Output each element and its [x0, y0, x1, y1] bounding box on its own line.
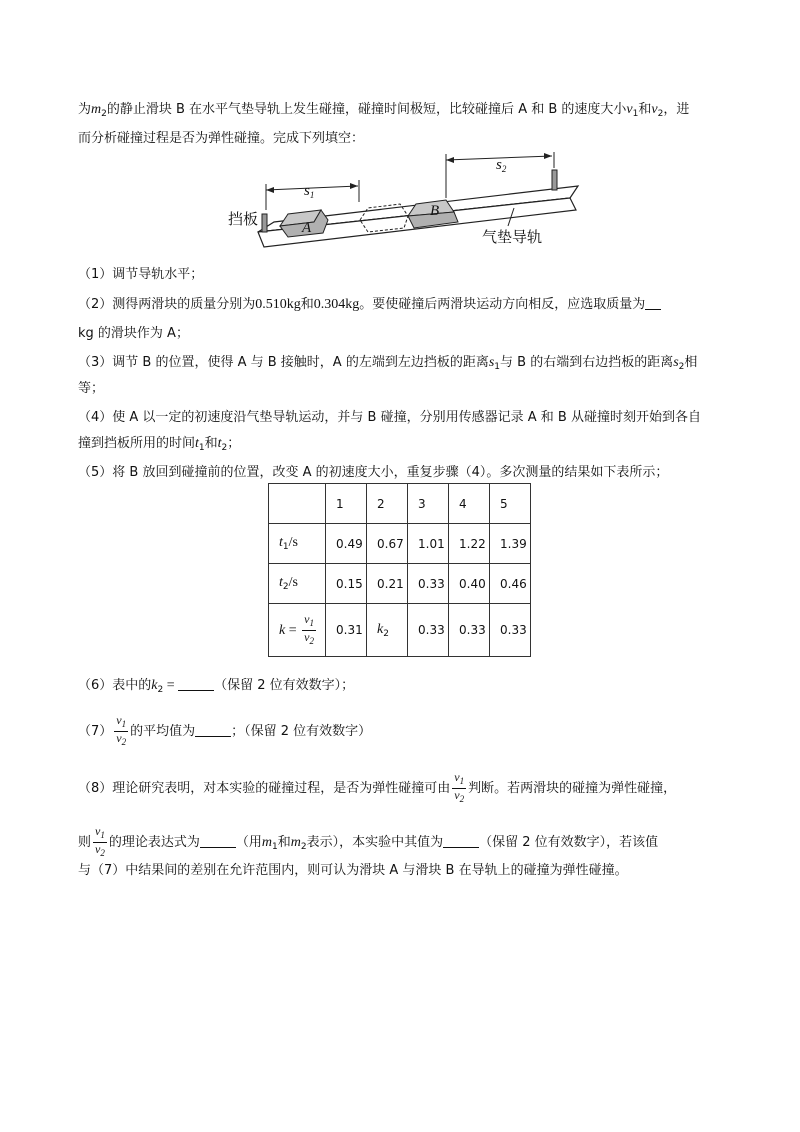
- step-6: （6）表中的$k_2$ = （保留 2 位有效数字）；: [78, 678, 355, 695]
- row-label-t1: $t_1/s$: [269, 524, 326, 564]
- intro-line-2: 而分析碰撞过程是否为弹性碰撞。完成下列填空：: [78, 131, 365, 146]
- step-1: （1）调节导轨水平；: [78, 267, 204, 282]
- rail-label: 气垫导轨: [482, 228, 543, 246]
- table-cell: 1.01: [408, 524, 449, 564]
- answer-blank-value: [443, 833, 479, 848]
- table-cell: 0.67: [367, 524, 408, 564]
- step-3-line-2: 等；: [78, 381, 105, 396]
- table-cell: 0.33: [490, 604, 531, 657]
- table-header-cell: 1: [326, 484, 367, 524]
- left-baffle: [262, 214, 267, 232]
- answer-blank-average: [195, 722, 231, 737]
- row-label-t2: $t_2/s$: [269, 564, 326, 604]
- table-cell: 1.39: [490, 524, 531, 564]
- right-baffle: [552, 170, 557, 190]
- table-header-cell: 2: [367, 484, 408, 524]
- measurement-table: [268, 483, 531, 657]
- step-4-line-2: 撞到挡板所用的时间$t_1$和$t_2$；: [78, 436, 241, 453]
- table-row-t1: [269, 524, 531, 564]
- step-7: （7） $\frac{v_1}{v_2}$ 的平均值为 ；（保留 2 位有效数字）: [78, 713, 372, 747]
- s1-label: $s_1$: [304, 183, 315, 200]
- step-5: （5）将 B 放回到碰撞前的位置，改变 A 的初速度大小，重复步骤（4）。多次测量的结果如下表所示；: [78, 465, 669, 480]
- step-3-line-1: （3）调节 B 的位置，使得 A 与 B 接触时，A 的左端到左边挡板的距离$s_1$与 B 的右端到右边挡板的距离$s_2$相: [78, 355, 698, 372]
- block-a-label: A: [302, 220, 312, 236]
- table-row-t2: [269, 564, 531, 604]
- answer-blank-expression: [200, 833, 236, 848]
- table-cell: 1.22: [449, 524, 490, 564]
- table-cell: 0.33: [408, 604, 449, 657]
- step-2-line-2: kg 的滑块作为 A；: [78, 326, 189, 341]
- step-8-line-1: （8）理论研究表明，对本实验的碰撞过程，是否为弹性碰撞可由 $\frac{v_1}{v_2}$ 判断。若两滑块的碰撞为弹性碰撞，: [78, 770, 677, 804]
- table-cell-k2: $k_2$: [367, 604, 408, 657]
- table-row-k: [269, 604, 531, 657]
- table-cell: 0.21: [367, 564, 408, 604]
- step-8-line-2: 则 $\frac{v_1}{v_2}$ 的理论表达式为 （用$m_1$和$m_2$表示），本实验中其值为 （保留 2 位有效数字），若该值: [78, 824, 659, 858]
- step-4-line-1: （4）使 A 以一定的初速度沿气垫导轨运动，并与 B 碰撞，分别用传感器记录 A 和 B 从碰撞时刻开始到各自: [78, 410, 701, 425]
- block-b-label: B: [430, 203, 440, 219]
- intro-line-1: 为$m_2$的静止滑块 B 在水平气垫导轨上发生碰撞，碰撞时间极短，比较碰撞后 A 和 B 的速度大小$v_1$和$v_2$，进: [78, 102, 690, 119]
- answer-blank-k2: [178, 676, 214, 691]
- table-header-cell: 5: [490, 484, 531, 524]
- table-cell: 0.33: [408, 564, 449, 604]
- table-header-cell: 4: [449, 484, 490, 524]
- row-label-k: k = $\frac{v_1}{v_2}$: [269, 604, 326, 657]
- answer-blank-mass: [645, 295, 661, 310]
- step-8-line-3: 与（7）中结果间的差别在允许范围内，则可认为滑块 A 与滑块 B 在导轨上的碰撞为弹性碰撞。: [78, 863, 628, 878]
- table-cell: 0.31: [326, 604, 367, 657]
- table-cell: 0.15: [326, 564, 367, 604]
- table-cell: 0.46: [490, 564, 531, 604]
- table-header-row: [269, 484, 531, 524]
- table-cell: 0.33: [449, 604, 490, 657]
- table-cell: 0.40: [449, 564, 490, 604]
- step-2-line-1: （2）测得两滑块的质量分别为0.510kg和0.304kg。要使碰撞后两滑块运动方向相反，应选取质量为: [78, 295, 661, 314]
- s2-label: $s_2$: [496, 157, 507, 174]
- table-cell: 0.49: [326, 524, 367, 564]
- baffle-label: 挡板: [228, 210, 259, 228]
- table-header-cell: 3: [408, 484, 449, 524]
